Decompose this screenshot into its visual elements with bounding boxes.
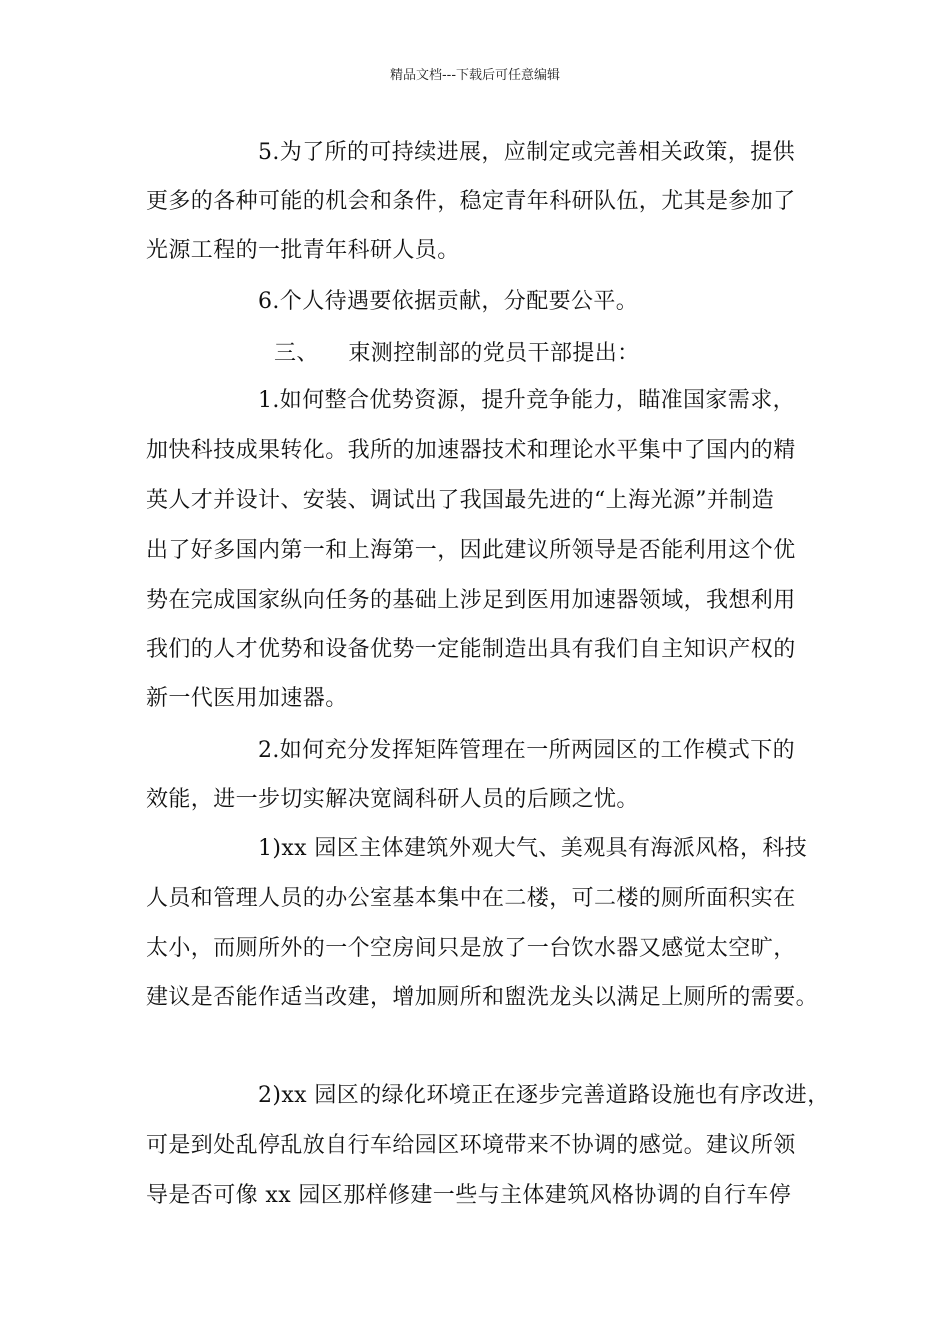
item-1-line-7: 新一代医用加速器。 xyxy=(146,686,348,711)
paragraph-5-line-3: 光源工程的一批青年科研人员。 xyxy=(146,238,460,263)
item-2-2-line-1: 2)xx 园区的绿化环境正在逐步完善道路设施也有序改进， xyxy=(258,1083,830,1108)
item-1-line-1: 1.如何整合优势资源，提升竞争能力，瞄准国家需求， xyxy=(258,388,795,413)
item-1-line-4: 出了好多国内第一和上海第一，因此建议所领导是否能利用这个优 xyxy=(146,538,796,563)
item-2-1-line-1: 1)xx 园区主体建筑外观大气、美观具有海派风格，科技 xyxy=(258,836,808,861)
item-2-2-line-3: 导是否可像 xx 园区那样修建一些与主体建筑风格协调的自行车停 xyxy=(146,1183,792,1208)
item-1-line-6: 我们的人才优势和设备优势一定能制造出具有我们自主知识产权的 xyxy=(146,637,796,662)
item-2-line-1: 2.如何充分发挥矩阵管理在一所两园区的工作模式下的 xyxy=(258,738,795,763)
item-2-1-line-4: 建议是否能作适当改建，增加厕所和盥洗龙头以满足上厕所的需要。 xyxy=(146,985,819,1010)
item-2-2-line-2: 可是到处乱停乱放自行车给园区环境带来不协调的感觉。建议所领 xyxy=(146,1133,796,1158)
item-2-line-2: 效能，进一步切实解决宽阔科研人员的后顾之忧。 xyxy=(146,787,639,812)
page-header: 精品文档---下载后可任意编辑 xyxy=(389,68,561,83)
paragraph-6: 6.个人待遇要依据贡献，分配要公平。 xyxy=(258,289,639,314)
section-heading-three: 三、 束测控制部的党员干部提出： xyxy=(274,341,640,366)
item-1-line-2: 加快科技成果转化。我所的加速器技术和理论水平集中了国内的精 xyxy=(146,438,796,463)
paragraph-5-line-1: 5.为了所的可持续进展，应制定或完善相关政策，提供 xyxy=(258,140,795,165)
item-1-line-5: 势在完成国家纵向任务的基础上涉足到医用加速器领域，我想利用 xyxy=(146,588,796,613)
item-2-1-line-2: 人员和管理人员的办公室基本集中在二楼，可二楼的厕所面积实在 xyxy=(146,886,796,911)
item-1-line-3: 英人才并设计、安装、调试出了我国最先进的“上海光源”并制造 xyxy=(146,488,775,513)
paragraph-5-line-2: 更多的各种可能的机会和条件，稳定青年科研队伍，尤其是参加了 xyxy=(146,189,796,214)
item-2-1-line-3: 太小，而厕所外的一个空房间只是放了一台饮水器又感觉太空旷， xyxy=(146,936,796,961)
